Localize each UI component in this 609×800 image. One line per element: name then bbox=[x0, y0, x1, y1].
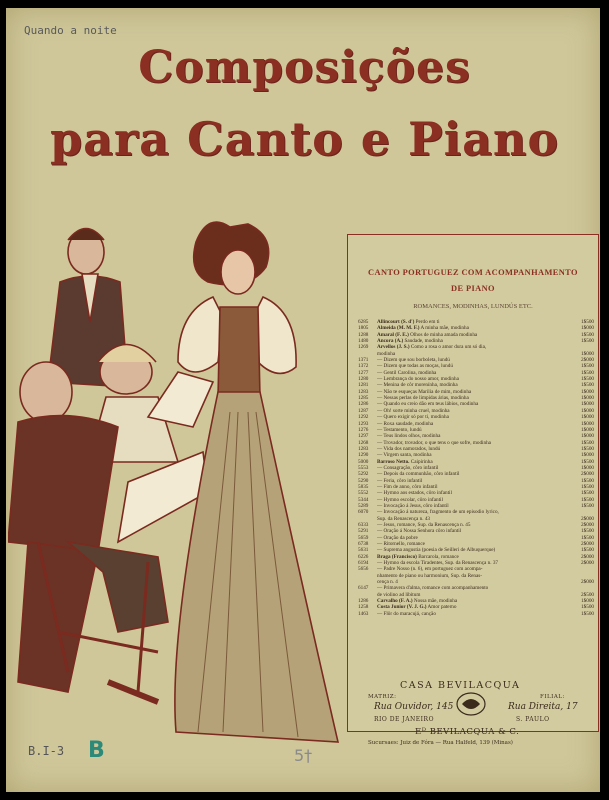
matriz-address: Rua Ouvidor, 145 bbox=[374, 702, 454, 712]
catalog-title: — Gentil Carolina, modinha bbox=[377, 369, 437, 376]
catalog-price: 1$000 bbox=[581, 598, 594, 605]
catalog-price: 1$000 bbox=[581, 433, 594, 440]
catalog-title: — Dizem que todas as moças, lundú bbox=[377, 363, 453, 370]
catalog-price: 2$000 bbox=[581, 579, 594, 586]
catalog-title: — Menina de côr morenínha, modinha bbox=[377, 382, 458, 389]
catalog-price: 2$000 bbox=[581, 560, 594, 567]
catalog-title: — Virgem santa, modinha bbox=[377, 452, 432, 459]
catalog-price: 1$500 bbox=[581, 458, 594, 465]
catalog-number: 1280 bbox=[358, 376, 369, 383]
catalog-author: Allincourt (S. d') bbox=[377, 319, 415, 325]
catalog-title: — Primavera d'alma, romance com acompanhamento bbox=[377, 585, 489, 592]
catalog-title: modinha bbox=[377, 350, 396, 357]
catalog-price: 1$500 bbox=[581, 534, 594, 541]
catalog-number: 1258 bbox=[358, 604, 369, 611]
catalog-heading bbox=[348, 265, 598, 297]
catalog-title: — Invocação á natureza, fragmento de um episodio lyrico, bbox=[377, 509, 499, 516]
catalog-number: 6070 bbox=[358, 509, 369, 516]
catalog-list bbox=[348, 319, 598, 617]
catalog-number: 6194 bbox=[358, 560, 369, 567]
city-right: S. PAULO bbox=[516, 716, 550, 723]
catalog-title: — Testamento, lundú bbox=[377, 426, 422, 433]
catalog-title: — Hymno aos estados, côro infantil bbox=[377, 490, 452, 497]
city-left: RIO DE JANEIRO bbox=[374, 716, 434, 723]
catalog-number: 1463 bbox=[358, 610, 369, 617]
catalog-title: — Lembrança do nosso amor, modinha bbox=[377, 376, 459, 383]
catalog-price: 1$500 bbox=[581, 528, 594, 535]
catalog-price: 1$500 bbox=[581, 604, 594, 611]
catalog-panel bbox=[347, 234, 599, 732]
catalog-title: — Oração da pobre bbox=[377, 534, 418, 541]
catalog-price: 1$500 bbox=[581, 477, 594, 484]
matriz-label: MATRIZ: bbox=[368, 694, 397, 700]
catalog-price: 1$500 bbox=[581, 610, 594, 617]
catalog-number: 1805 bbox=[358, 325, 369, 332]
catalog-row bbox=[348, 611, 598, 617]
filial-label: FILIAL: bbox=[540, 694, 565, 700]
publisher-house: CASA BEVILACQUA bbox=[400, 680, 521, 691]
catalog-number: 5344 bbox=[358, 496, 369, 503]
title-line-1: Composições bbox=[138, 42, 471, 93]
catalog-price: 1$500 bbox=[581, 445, 594, 452]
catalog-title: — Feria, côro infantil bbox=[377, 477, 423, 484]
catalog-title: — Ritornello, romance bbox=[377, 541, 425, 548]
catalog-title: — Invocação á Jesus, côro infantil bbox=[377, 502, 449, 509]
catalog-price: 1$000 bbox=[581, 452, 594, 459]
catalog-number: 6226 bbox=[358, 553, 369, 560]
catalog-heading-line2: DE PIANO bbox=[451, 284, 495, 293]
catalog-price: 1$000 bbox=[581, 395, 594, 402]
catalog-price: 1$000 bbox=[581, 420, 594, 427]
catalog-title: Caipirinha bbox=[409, 458, 433, 465]
catalog-price: 1$500 bbox=[581, 376, 594, 383]
pencil-mark: 5† bbox=[294, 746, 313, 765]
catalog-price: 2$000 bbox=[581, 471, 594, 478]
catalog-number: 5656 bbox=[358, 566, 369, 573]
illustration-singer-group bbox=[8, 212, 353, 772]
catalog-heading-line1: CANTO PORTUGUEZ COM ACOMPANHAMENTO bbox=[368, 268, 578, 277]
catalog-price: 1$500 bbox=[581, 331, 594, 338]
catalog-title: — Nessas perlas de limpidas árias, modinha bbox=[377, 395, 469, 402]
catalog-author: Carvalho (F. A.) bbox=[377, 598, 413, 605]
catalog-number: 1293 bbox=[358, 420, 369, 427]
catalog-title: Amor paterno bbox=[426, 604, 457, 611]
catalog-price: 1$000 bbox=[581, 464, 594, 471]
catalog-number: 5553 bbox=[358, 464, 369, 471]
catalog-price: 1$500 bbox=[581, 439, 594, 446]
publisher-emblem-icon bbox=[454, 690, 488, 718]
catalog-price: 1$500 bbox=[581, 547, 594, 554]
catalog-author: Barroso Netto. bbox=[377, 458, 410, 465]
catalog-title: — Depois da communhão, côro infantil bbox=[377, 471, 460, 478]
catalog-price: 1$000 bbox=[581, 350, 594, 357]
catalog-number: 5290 bbox=[358, 477, 369, 484]
catalog-price: 2$000 bbox=[581, 515, 594, 522]
catalog-price: 1$000 bbox=[581, 426, 594, 433]
catalog-number: 1288 bbox=[358, 331, 369, 338]
catalog-price: 1$500 bbox=[581, 369, 594, 376]
catalog-number: 1281 bbox=[358, 382, 369, 389]
catalog-price: 1$000 bbox=[581, 388, 594, 395]
catalog-number: 1283 bbox=[358, 445, 369, 452]
catalog-price: 1$500 bbox=[581, 382, 594, 389]
catalog-author: Almeida (M. M. F.) bbox=[377, 325, 420, 332]
catalog-title: — Hymno escolar, côro infantil bbox=[377, 496, 443, 503]
catalog-number: 1268 bbox=[358, 439, 369, 446]
catalog-title: — Padre Nosso (n. 6), em portuguez com acompa- bbox=[377, 566, 483, 573]
catalog-number: 1292 bbox=[358, 414, 369, 421]
catalog-title: — Consagração, côro infantil bbox=[377, 464, 439, 471]
catalog-price: 1$500 bbox=[581, 490, 594, 497]
catalog-price: 1$500 bbox=[581, 502, 594, 509]
catalog-number: 6333 bbox=[358, 522, 369, 528]
catalog-number: 1269 bbox=[358, 344, 369, 351]
publisher-firm: Eᴰ BEVILACQUA & C. bbox=[415, 727, 520, 737]
catalog-title: — Quando eu creio dão em teus lábios, modinha bbox=[377, 401, 479, 408]
catalog-price: 1$500 bbox=[581, 338, 594, 345]
catalog-subheading: ROMANCES, MODINHAS, LUNDÚS ETC. bbox=[413, 303, 533, 310]
catalog-number: 6285 bbox=[358, 319, 369, 325]
catalog-price: 1$000 bbox=[581, 407, 594, 414]
catalog-number: 6738 bbox=[358, 541, 369, 548]
handwritten-note: Quando a noite bbox=[24, 24, 117, 37]
catalog-title: — Oh! sorte minha cruel, modinha bbox=[377, 407, 450, 414]
filial-address: Rua Direita, 17 bbox=[508, 702, 578, 712]
catalog-price: 2$000 bbox=[581, 522, 594, 528]
catalog-number: 1287 bbox=[358, 407, 369, 414]
catalog-number: 1290 bbox=[358, 452, 369, 459]
catalog-title: — Hymno da escola Tiradentes, Sup. da Renascença n. 37 bbox=[377, 560, 499, 567]
catalog-number: 1297 bbox=[358, 433, 369, 440]
catalog-title: Barcarola, romance bbox=[416, 553, 459, 560]
catalog-number: 6147 bbox=[358, 585, 369, 592]
catalog-title: Nossa mãe, modinha bbox=[412, 598, 458, 605]
catalog-price: 1$000 bbox=[581, 414, 594, 421]
catalog-author: Costa Junior (V. J. G.) bbox=[377, 604, 427, 611]
catalog-title: — Teus lindos olhos, modinha bbox=[377, 433, 441, 440]
catalog-number: 1371 bbox=[358, 357, 369, 364]
catalog-number: 5291 bbox=[358, 528, 369, 535]
catalog-number: 5292 bbox=[358, 471, 369, 478]
catalog-price: 1$500 bbox=[581, 363, 594, 370]
catalog-title: — Dizem que sou borboleta, lundú bbox=[377, 357, 450, 364]
catalog-title: Sup. da Renascença n. 43 bbox=[377, 515, 431, 522]
catalog-price: 1$500 bbox=[581, 496, 594, 503]
catalog-price: 1$000 bbox=[581, 325, 594, 332]
catalog-title: — Não te esqueças Marilia de mim, modinha bbox=[377, 388, 472, 395]
catalog-number: 1285 bbox=[358, 395, 369, 402]
catalog-number: 1372 bbox=[358, 363, 369, 370]
catalog-number: 5631 bbox=[358, 547, 369, 554]
catalog-title: — Roxa saudade, modinha bbox=[377, 420, 434, 427]
catalog-title: Perdo em ti bbox=[414, 319, 440, 325]
shelf-mark: B.I-3 bbox=[28, 744, 65, 758]
catalog-price: 2$000 bbox=[581, 541, 594, 548]
catalog-price: 1$000 bbox=[581, 401, 594, 408]
catalog-title: Olhos de minha amada modinha bbox=[408, 331, 478, 338]
catalog-title: nhamento de piano ou harmonium, Sup. da Renas- bbox=[377, 572, 483, 579]
catalog-author: Amaral (F. E.) bbox=[377, 331, 409, 338]
catalog-title: — Oração á Nossa Senhora côro infantil bbox=[377, 528, 462, 535]
catalog-title: — Quero exigir só por ti, modinha bbox=[377, 414, 449, 421]
catalog-number: 1276 bbox=[358, 426, 369, 433]
catalog-number: 1277 bbox=[358, 369, 369, 376]
library-stamp: B bbox=[88, 738, 105, 763]
catalog-price: 2$500 bbox=[581, 591, 594, 598]
catalog-number: 1286 bbox=[358, 401, 369, 408]
catalog-title: — Trovador, trovador, o que tens o que sofre, modinha bbox=[377, 439, 491, 446]
catalog-title: — Suprema angustia (poesia de Seilleri de Albuquerque) bbox=[377, 547, 496, 554]
catalog-number: 5552 bbox=[358, 490, 369, 497]
catalog-title: — Vida dos namorados, lundú bbox=[377, 445, 441, 452]
catalog-title: de violino ad libitum bbox=[377, 591, 421, 598]
publisher-branches: Sucursaes: Juiz de Fóra — Rua Halfeld, 139 (Minas) bbox=[368, 740, 513, 746]
catalog-title: — Flôr do maracujá, canção bbox=[377, 610, 436, 617]
catalog-author: Arvellos (J. S.) bbox=[377, 344, 410, 351]
catalog-number: 5659 bbox=[358, 534, 369, 541]
catalog-number: 5835 bbox=[358, 483, 369, 490]
catalog-entry bbox=[377, 611, 572, 617]
catalog-author: Ancora (A.) bbox=[377, 338, 404, 345]
catalog-title: cença n. 4 bbox=[377, 579, 398, 586]
catalog-number: 5000 bbox=[358, 458, 369, 465]
catalog-price: 1$500 bbox=[581, 319, 594, 325]
catalog-title: Como a rosa o amor dura um só dia, bbox=[409, 344, 487, 351]
catalog-price: 2$000 bbox=[581, 553, 594, 560]
catalog-price: 1$500 bbox=[581, 483, 594, 490]
catalog-number: 1286 bbox=[358, 598, 369, 605]
catalog-title: — Fim de anno, côro infantil bbox=[377, 483, 438, 490]
catalog-title: Saudade, modinha bbox=[403, 338, 443, 345]
catalog-number: 1283 bbox=[358, 388, 369, 395]
catalog-price: 2$000 bbox=[581, 357, 594, 364]
catalog-author: Braga (Francisco) bbox=[377, 553, 417, 560]
catalog-number: 1480 bbox=[358, 338, 369, 345]
catalog-number: 5289 bbox=[358, 502, 369, 509]
catalog-title: — Jesus, romance, Sup. da Renascença n. 45 bbox=[377, 522, 471, 528]
title-line-2: para Canto e Piano bbox=[49, 112, 560, 166]
catalog-title: A minha mãe, modinha bbox=[419, 325, 469, 332]
